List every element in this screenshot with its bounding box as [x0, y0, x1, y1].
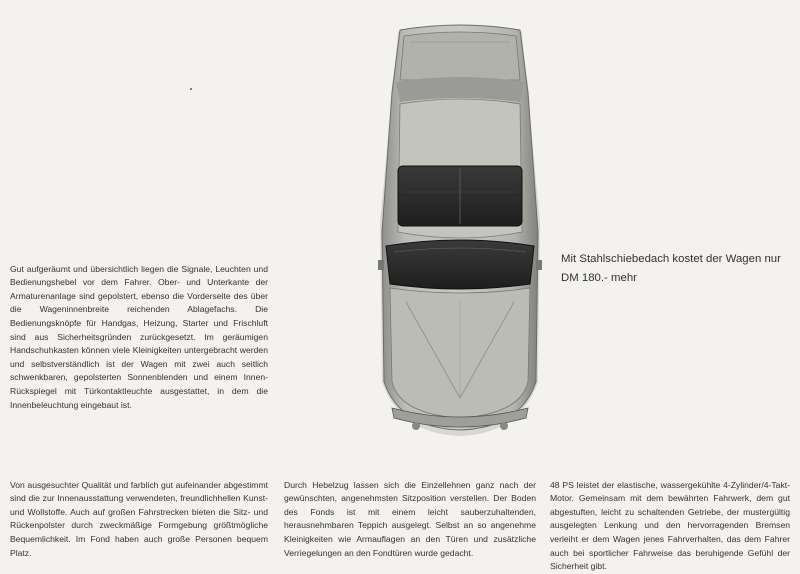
caption-line-1: Mit Stahlschiebedach kostet der Wagen nur [561, 253, 781, 265]
caption-line-2: DM 180.- mehr [561, 272, 637, 284]
car-top-view-photo [370, 22, 550, 442]
print-speck [190, 88, 192, 90]
engine-paragraph: 48 PS leistet der elastische, wassergekühlte 4-Zylinder/4-Takt-Motor. Gemeinsam mit dem bewährten Fahrwerk, dem gut abgestuften, leicht zu schaltenden Getriebe, der mustergültig ausgelegten Lenkung und den hervorragenden Bremsen verleiht er dem Wagen jenes Fahrverhalten, das dem Fahrer auch bei sportlicher Fahrweise das beruhigende Gefühl der Sicherheit gibt. [550, 479, 790, 572]
windshield [386, 240, 534, 289]
interior-fabric-paragraph: Von ausgesuchter Qualität und farblich gut aufeinander abgestimmt sind die zur Innenausstattung verwendeten, freundlichhellen Kunst- und Wollstoffe. Auch auf großen Fahrstrecken bieten die Sitz- und Rückenpolster durch zweckmäßige Formgebung größtmögliche Bequemlichkeit. Im Fond haben auch große Personen bequem Platz. [10, 479, 268, 558]
intro-paragraph: Gut aufgeräumt und übersichtlich liegen die Signale, Leuchten und Bedienungshebel vor dem Fahrer. Ober- und Unterkante der Armaturenanlage sind gepolstert, ebenso die Vorderseite des über die Wageninnenbreite reichenden Ablagefachs. Die Bedienungsknöpfe für Handgas, Heizung, Starter und Frischluft sind aus Sicherheitsgründen zurückgesetzt. Im geräumigen Handschuhkasten können viele Kleinigkeiten untergebracht werden und selbstverständlich ist der Wagen mit zwei auch seitlich schwenkbaren, gepolsterten Sonnenblenden und einem Innen-Rückspiegel mit Türkontaktleuchte ausgestattet, in dem die Innenbeleuchtung eingebaut ist. [10, 263, 268, 410]
photo-caption [561, 250, 797, 288]
seat-adjustment-paragraph: Durch Hebelzug lassen sich die Einzellehnen ganz nach der gewünschten, angenehmsten Sitzposition verstellen. Der Boden des Fonds ist mit einem leicht sauberzuhaltenden, herausnehmbaren Teppich ausgelegt. Selbst an so angenehme Kleinigkeiten wie Armauflagen an den Türen und zusätzliche Verriegelungen an den Fondtüren wurde gedacht. [284, 479, 536, 558]
